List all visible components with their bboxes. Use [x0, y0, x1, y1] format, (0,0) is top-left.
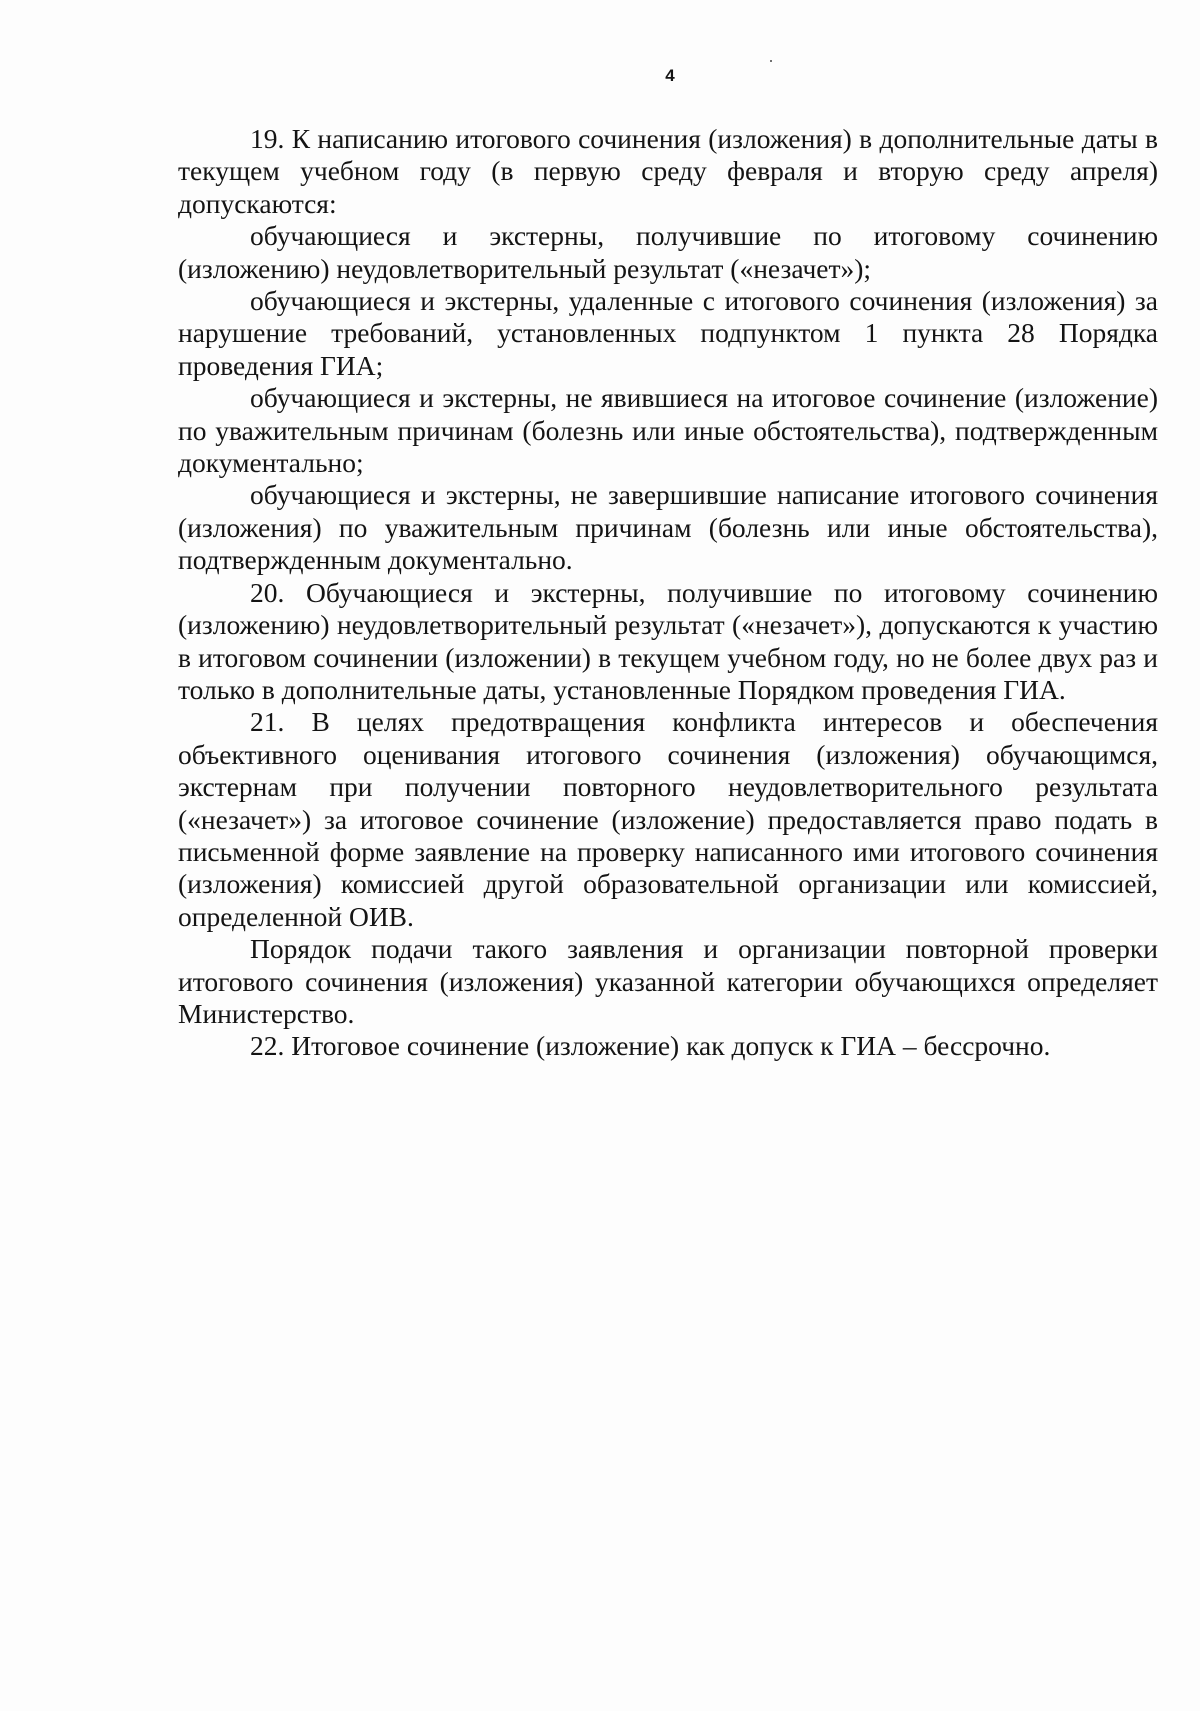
page-number: 4 — [665, 66, 675, 85]
document-body — [178, 123, 1158, 1063]
paragraph-19-item-2: обучающиеся и экстерны, удаленные с итогового сочинения (изложения) за нарушение требований, установленных подпунктом 1 пункта 28 Порядка проведения ГИА; — [178, 285, 1158, 381]
scan-speck — [770, 60, 772, 62]
paragraph-19-item-4: обучающиеся и экстерны, не завершившие написание итогового сочинения (изложения) по уважительным причинам (болезнь или иные обстоятельства), подтвержденным документально. — [178, 479, 1158, 576]
paragraph-19-item-1: обучающиеся и экстерны, получившие по итоговому сочинению (изложению) неудовлетворительный результат («незачет»); — [178, 220, 1158, 284]
paragraph-21-continuation: Порядок подачи такого заявления и организации повторной проверки итогового сочинения (изложения) указанной категории обучающихся определяет Министерство. — [178, 933, 1158, 1029]
paragraph-20: 20. Обучающиеся и экстерны, получившие по итоговому сочинению (изложению) неудовлетворительный результат («незачет»), допускаются к участию в итоговом сочинении (изложении) в текущем учебном году, но не более двух раз и только в дополнительные даты, установленные Порядком проведения ГИА. — [178, 576, 1158, 705]
paragraph-19: 19. К написанию итогового сочинения (изложения) в дополнительные даты в текущем учебном году (в первую среду февраля и вторую среду апреля) допускаются: — [178, 123, 1158, 219]
paragraph-19-item-3: обучающиеся и экстерны, не явившиеся на итоговое сочинение (изложение) по уважительным причинам (болезнь или иные обстоятельства), подтвержденным документально; — [178, 382, 1158, 479]
paragraph-21: 21. В целях предотвращения конфликта интересов и обеспечения объективного оценивания итогового сочинения (изложения) обучающимся, экстернам при получении повторного неудовлетворительного результата («незачет») за итоговое сочинение (изложение) предоставляется право подать в письменной форме заявление на проверку написанного ими итогового сочинения (изложения) комиссией другой образовательной организации или комиссией, определенной ОИВ. — [178, 706, 1158, 932]
paragraph-22: 22. Итоговое сочинение (изложение) как допуск к ГИА – бессрочно. — [250, 1030, 1051, 1062]
